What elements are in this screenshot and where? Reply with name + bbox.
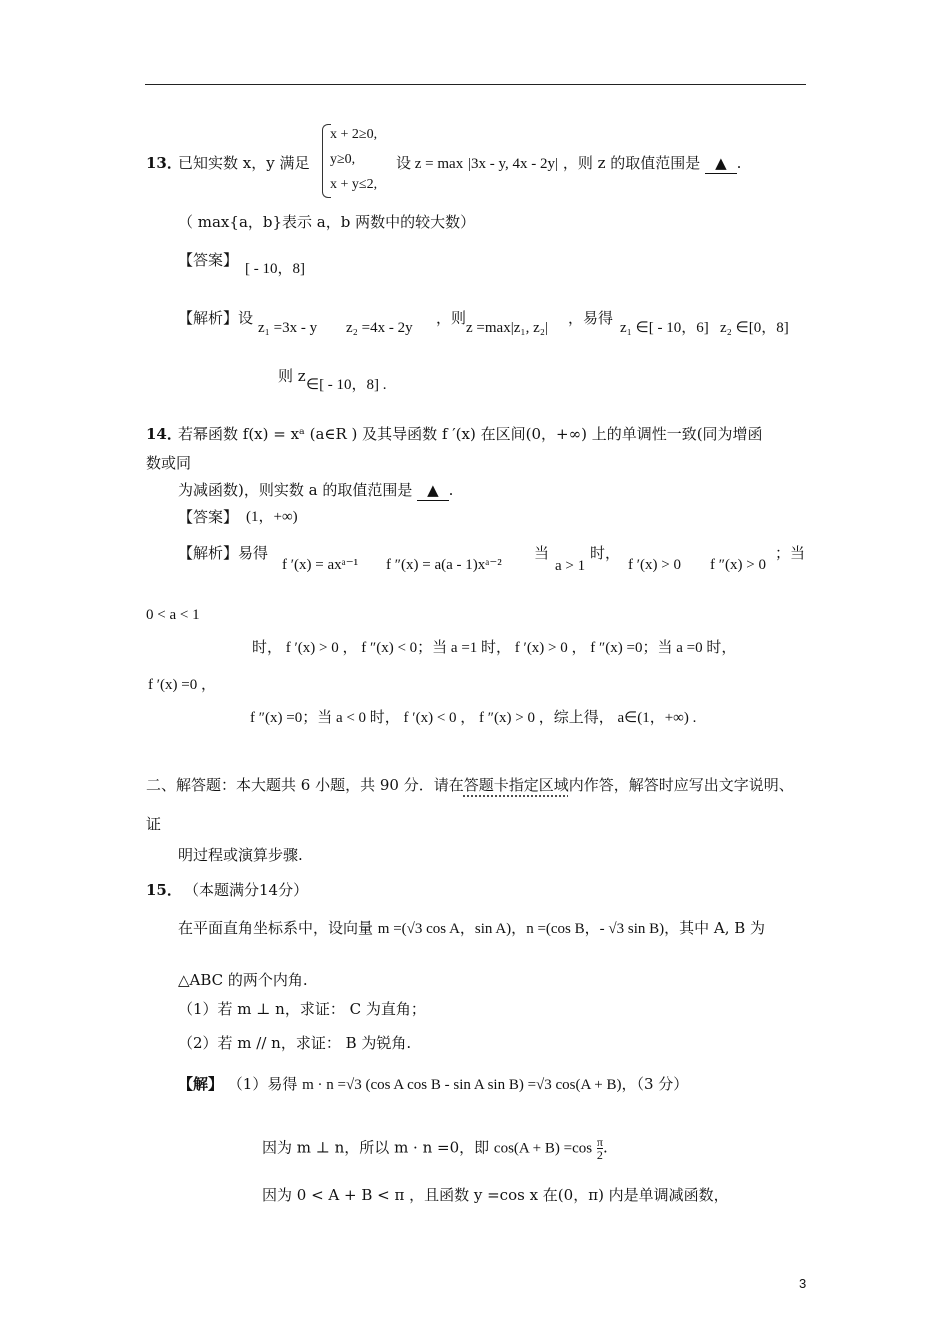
condition-0-a-1: 0 < a < 1 <box>146 607 200 623</box>
problem-14-stem-c: 为减函数)，则实数 a 的取值范围是 ▲ . <box>178 481 454 499</box>
page-number: 3 <box>799 1276 807 1291</box>
fraction-pi-over-2: $\frac{\pi}{2}$ <box>596 1135 603 1162</box>
solution-15: 【解】 （1）易得 m · n =√3 (cos A cos B - sin A sin B) =√3 cos(A + B)，（3 分） <box>178 1075 689 1093</box>
problem-14-number: 14． <box>146 425 182 443</box>
condition-a-gt-1: a > 1 <box>555 558 586 574</box>
problem-13-stem: 已知实数 x，y 满足 <box>178 154 310 172</box>
problem-14-stem-b: 数或同 <box>146 454 192 472</box>
solution-15-line-2: 因为 m ⊥ n，所以 m · n =0，即 cos(A + B) =cos $\frac{\pi}{2}$ . <box>262 1135 608 1162</box>
problem-13-number: 13． <box>146 154 182 172</box>
answer-blank: ▲ <box>705 153 737 174</box>
vector-m: m =(√3 cos A，sin A) <box>377 921 512 937</box>
constraint-2: y≥0, <box>330 152 356 167</box>
solution-fdoubleprime: f ″(x) = a(a - 1)xᵃ⁻² <box>386 557 502 573</box>
problem-15-triangle: △ABC 的两个内角. <box>178 971 308 989</box>
answer-value: [ - 10，8] <box>245 261 305 277</box>
solution-15-line-3: 因为 0 < A + B < π ，且函数 y =cos x 在(0，π) 内是单调减函数， <box>262 1186 729 1204</box>
question-1: （1）若 m ⊥ n，求证： C 为直角； <box>178 1000 426 1018</box>
answer-label: 【答案】 <box>178 251 239 269</box>
max-expression: 设 z = max <box>396 156 464 172</box>
problem-13-question: ，则 z 的取值范围是 <box>562 154 701 172</box>
constraint-3: x + y≤2, <box>330 177 378 192</box>
vector-n: n =(cos B，- √3 sin B) <box>526 921 665 937</box>
solution-fprime: f ′(x) = axᵃ⁻¹ <box>282 557 359 573</box>
solution-label: 【解析】设 <box>178 309 254 327</box>
solution-zmax: z =max|z₁, z₂| <box>466 320 549 336</box>
problem-15-score: （本题满分14分） <box>184 881 309 899</box>
problem-13-max: 设 z = max |3x - y, 4x - 2y| ，则 z 的取值范围是 ▲ . <box>396 154 742 172</box>
solution-then: ，则 <box>436 309 467 327</box>
solution-label: 【解析】易得 <box>178 544 269 562</box>
question-2: （2）若 m // n，求证： B 为锐角. <box>178 1034 412 1052</box>
solution-range-z2: z₂ ∈[0，8] <box>720 320 789 336</box>
solution-final-b: ∈[ - 10，8] . <box>306 377 387 393</box>
dot-product: m · n =√3 (cos A cos B - sin A sin B) =√3 cos(A + B) <box>302 1077 622 1093</box>
answer-value: (1，+∞) <box>246 509 298 525</box>
solution-z2: z₂ =4x - 2y <box>346 320 413 336</box>
problem-13-note: （ max{a，b}表示 a，b 两数中的较大数） <box>178 213 476 231</box>
header-rule <box>145 84 806 85</box>
answer-blank: ▲ <box>417 480 449 501</box>
solution-line-3: 时， f ′(x) > 0 ， f ″(x) < 0；当 a =1 时， f ′(x) > 0 ， f ″(x) =0；当 a =0 时， <box>252 640 737 656</box>
constraint-1: x + 2≥0, <box>330 127 378 142</box>
solution-z1: z₁ =3x - y <box>258 320 318 336</box>
answer-label: 【答案】 <box>178 508 239 526</box>
solution-range-z1: z₁ ∈[ - 10，6] <box>620 320 709 336</box>
solution-easy: ，易得 <box>568 309 614 327</box>
problem-15-number: 15． <box>146 881 182 899</box>
solution-final-a: 则 z <box>278 367 306 385</box>
solution-line-5: f ″(x) =0；当 a < 0 时， f ′(x) < 0 ， f ″(x) > 0 ，综上得， a∈(1，+∞) . <box>250 710 697 726</box>
solution-line-4: f ′(x) =0 ， <box>148 677 216 693</box>
problem-15-stem: 在平面直角坐标系中，设向量 m =(√3 cos A，sin A)，n =(cos B，- √3 sin B)，其中 A, B 为 <box>178 919 766 937</box>
problem-14-stem-a: 若幂函数 f(x) = xᵃ (a∈R ) 及其导函数 f ′(x) 在区间(0，+∞) 上的单调性一致(同为增函 <box>178 425 763 443</box>
max-arguments: 3x - y, 4x - 2y <box>471 156 556 172</box>
section-2-heading: 二、解答题：本大题共 6 小题，共 90 分．请在答题卡指定区域内作答，解答时应写出文字说明、 <box>146 776 794 794</box>
